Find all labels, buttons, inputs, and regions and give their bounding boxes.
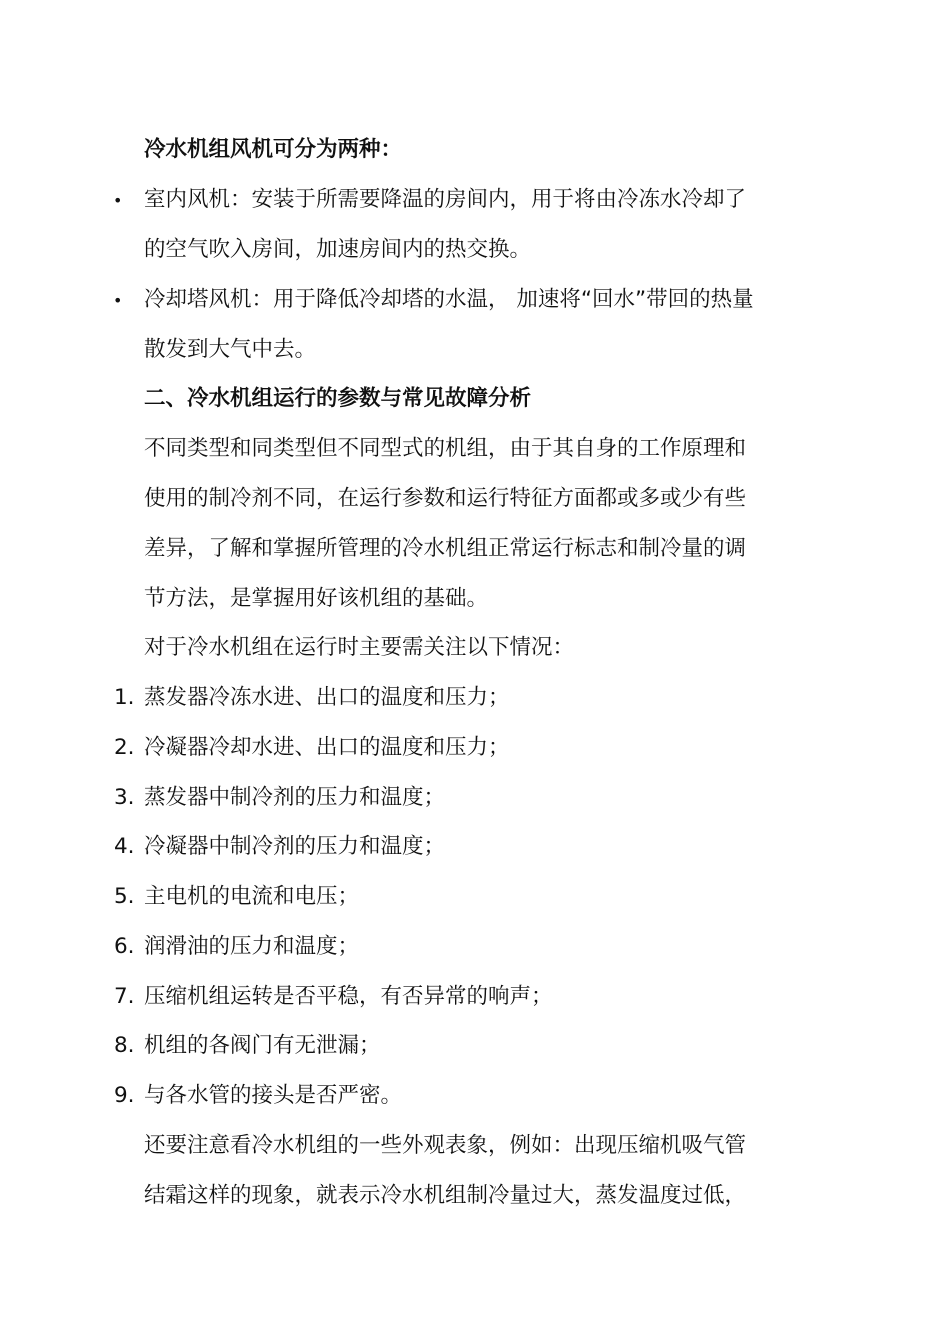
bullet-1-line-2: 的空气吹入房间，加速房间内的热交换。 (144, 237, 532, 262)
checklist-item: 冷凝器中制冷剂的压力和温度； (144, 834, 446, 859)
intro-paragraph-line-2: 使用的制冷剂不同，在运行参数和运行特征方面都或多或少有些 (144, 486, 747, 511)
checklist-item: 冷凝器冷却水进、出口的温度和压力； (144, 735, 510, 760)
checklist-number: 8. (114, 1033, 135, 1058)
checklist-number: 6. (114, 934, 135, 959)
checklist-number: 2. (114, 735, 135, 760)
closing-paragraph-line-2: 结霜这样的现象，就表示冷水机组制冷量过大，蒸发温度过低， (144, 1183, 747, 1208)
checklist-number: 7. (114, 984, 135, 1009)
fan-types-heading: 冷水机组风机可分为两种： (144, 137, 403, 162)
bullet-1-line-1: 室内风机：安装于所需要降温的房间内，用于将由冷冻水冷却了 (144, 187, 747, 212)
list-intro: 对于冷水机组在运行时主要需关注以下情况： (144, 635, 575, 660)
bullet-2-line-1: 冷却塔风机：用于降低冷却塔的水温， 加速将“回水”带回的热量 (144, 287, 754, 312)
checklist-item: 与各水管的接头是否严密。 (144, 1083, 403, 1108)
checklist-number: 1. (114, 685, 135, 710)
intro-paragraph-line-1: 不同类型和同类型但不同型式的机组，由于其自身的工作原理和 (144, 436, 747, 461)
intro-paragraph-line-3: 差异，了解和掌握所管理的冷水机组正常运行标志和制冷量的调 (144, 536, 747, 561)
checklist-item: 机组的各阀门有无泄漏； (144, 1033, 381, 1058)
checklist-number: 3. (114, 785, 135, 810)
checklist-item: 润滑油的压力和温度； (144, 934, 360, 959)
section-title: 二、冷水机组运行的参数与常见故障分析 (144, 386, 532, 411)
checklist-item: 压缩机组运转是否平稳，有否异常的响声； (144, 984, 553, 1009)
bullet-symbol: • (113, 191, 123, 210)
checklist-item: 蒸发器中制冷剂的压力和温度； (144, 785, 446, 810)
checklist-number: 5. (114, 884, 135, 909)
checklist-number: 4. (114, 834, 135, 859)
closing-paragraph-line-1: 还要注意看冷水机组的一些外观表象，例如：出现压缩机吸气管 (144, 1133, 747, 1158)
bullet-2-line-2: 散发到大气中去。 (144, 337, 317, 362)
checklist-number: 9. (114, 1083, 135, 1108)
intro-paragraph-line-4: 节方法，是掌握用好该机组的基础。 (144, 586, 489, 611)
checklist-item: 蒸发器冷冻水进、出口的温度和压力； (144, 685, 510, 710)
bullet-symbol: • (113, 291, 123, 310)
checklist-item: 主电机的电流和电压； (144, 884, 360, 909)
